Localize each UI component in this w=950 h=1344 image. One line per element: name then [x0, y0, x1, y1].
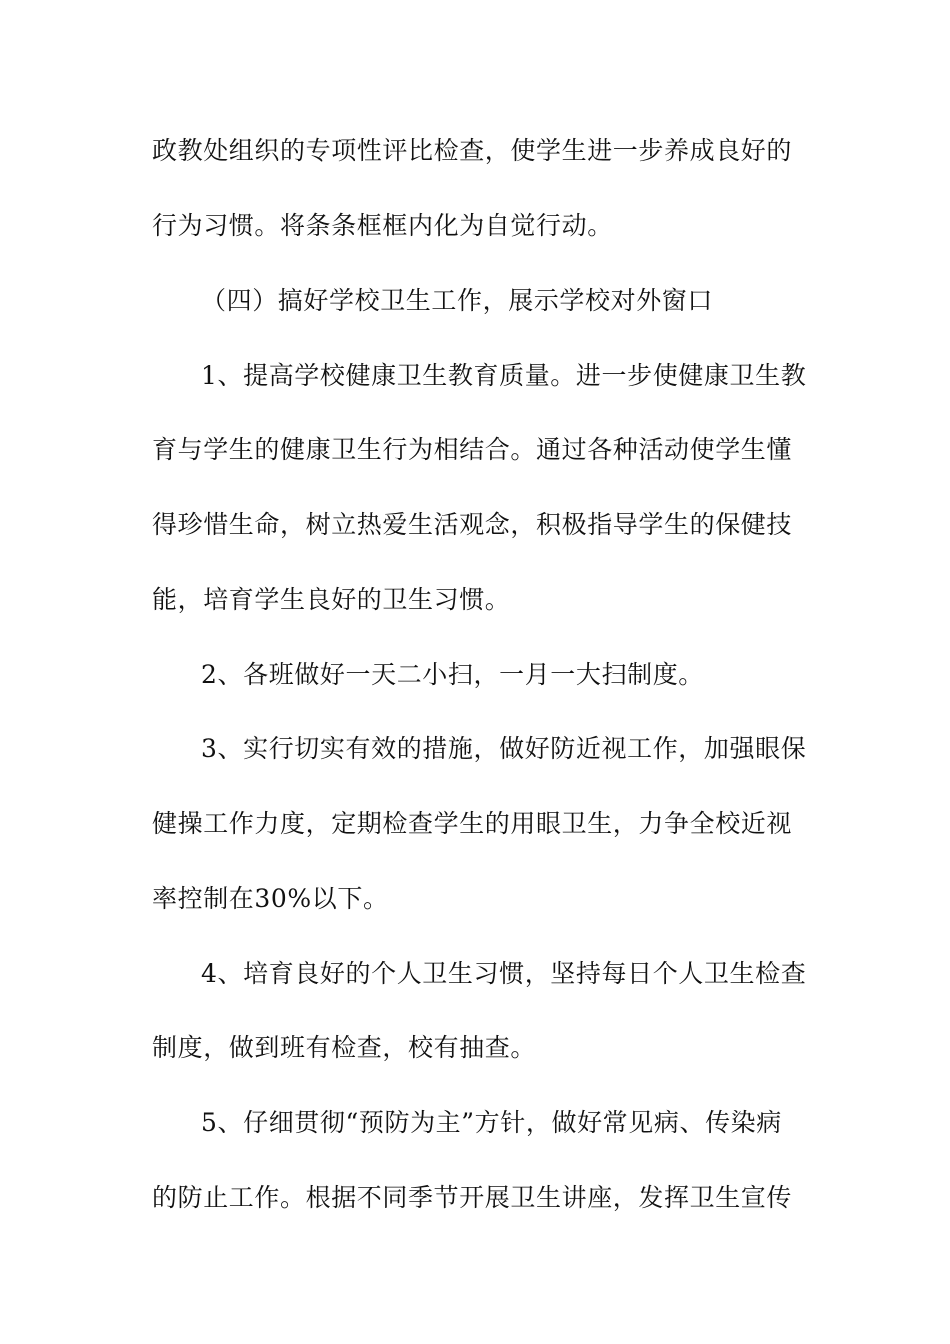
text-line: 5、仔细贯彻“预防为主”方针，做好常见病、传染病 [201, 1108, 782, 1137]
text-line: 得珍惜生命，树立热爱生活观念，积极指导学生的保健技 [152, 510, 793, 539]
section-heading: （四）搞好学校卫生工作，展示学校对外窗口 [201, 286, 714, 315]
text-line: 3、实行切实有效的措施，做好防近视工作，加强眼保 [201, 734, 807, 763]
text-line: 的防止工作。根据不同季节开展卫生讲座，发挥卫生宣传 [152, 1183, 793, 1212]
text-line: 2、各班做好一天二小扫，一月一大扫制度。 [201, 660, 704, 689]
text-line: 健操工作力度，定期检查学生的用眼卫生，力争全校近视 [152, 809, 793, 838]
text-line: 率控制在30%以下。 [152, 884, 389, 913]
text-line: 育与学生的健康卫生行为相结合。通过各种活动使学生懂 [152, 435, 793, 464]
text-line: 4、培育良好的个人卫生习惯，坚持每日个人卫生检查 [201, 959, 807, 988]
text-line: 政教处组织的专项性评比检查，使学生进一步养成良好的 [152, 136, 793, 165]
text-line: 制度，做到班有检查，校有抽查。 [152, 1033, 537, 1062]
text-line: 行为习惯。将条条框框内化为自觉行动。 [152, 211, 613, 240]
text-line: 1、提高学校健康卫生教育质量。进一步使健康卫生教 [201, 361, 807, 390]
text-line: 能，培育学生良好的卫生习惯。 [152, 585, 511, 614]
